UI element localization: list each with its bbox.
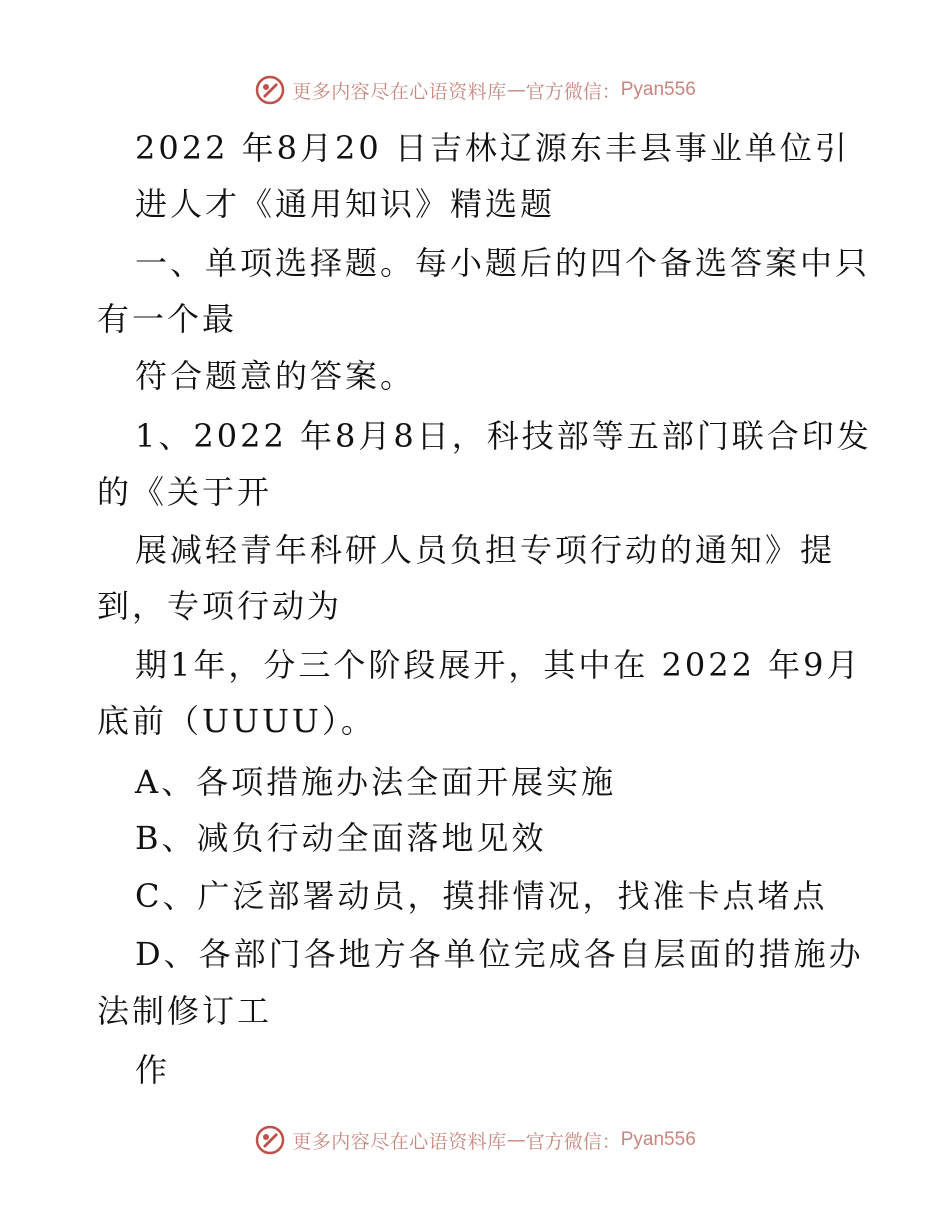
option-d-line-3: 作: [135, 1051, 171, 1089]
option-d-line-1: D、各部门各地方各单位完成各自层面的措施办: [135, 935, 864, 973]
option-b: B、减负行动全面落地见效: [135, 819, 547, 857]
section-heading-line-3: 符合题意的答案。: [135, 357, 416, 395]
section-heading-line-1: 一、单项选择题。每小题后的四个备选答案中只: [135, 244, 871, 282]
header-contact-id: Pyan556: [620, 79, 696, 100]
question-1-line-1: 1、2022 年8月8日，科技部等五部门联合印发: [135, 417, 872, 455]
title-line-2: 进人才《通用知识》精选题: [135, 185, 556, 223]
question-1-line-5: 期1年，分三个阶段展开，其中在 2022 年9月: [135, 646, 862, 684]
footer-separator: —: [506, 1129, 526, 1151]
option-c: C、广泛部署动员，摸排情况，找准卡点堵点: [135, 877, 828, 915]
title-line-1: 2022 年8月20 日吉林辽源东丰县事业单位引: [135, 129, 850, 167]
footer-contact-label: 官方微信：: [525, 1130, 621, 1153]
footer-promo-text: 更多内容尽在心语资料库: [292, 1130, 507, 1153]
question-1-line-6: 底前（UUUU）。: [97, 702, 376, 740]
header-banner: [0, 70, 950, 110]
question-1-line-3: 展减轻青年科研人员负担专项行动的通知》提: [135, 531, 836, 569]
section-heading-line-2: 有一个最: [97, 300, 238, 338]
footer-banner: [0, 1120, 950, 1160]
question-1-line-2: 的《关于开: [97, 473, 273, 511]
seal-logo-icon: [254, 74, 286, 106]
header-promo-text: 更多内容尽在心语资料库: [292, 80, 507, 103]
header-contact-label: 官方微信：: [525, 80, 621, 103]
seal-logo-icon: [254, 1124, 286, 1156]
header-separator: —: [506, 79, 526, 101]
option-d-line-2: 法制修订工: [97, 992, 273, 1030]
footer-contact-id: Pyan556: [620, 1129, 696, 1150]
question-1-line-4: 到，专项行动为: [97, 587, 343, 625]
option-a: A、各项措施办法全面开展实施: [135, 763, 617, 801]
